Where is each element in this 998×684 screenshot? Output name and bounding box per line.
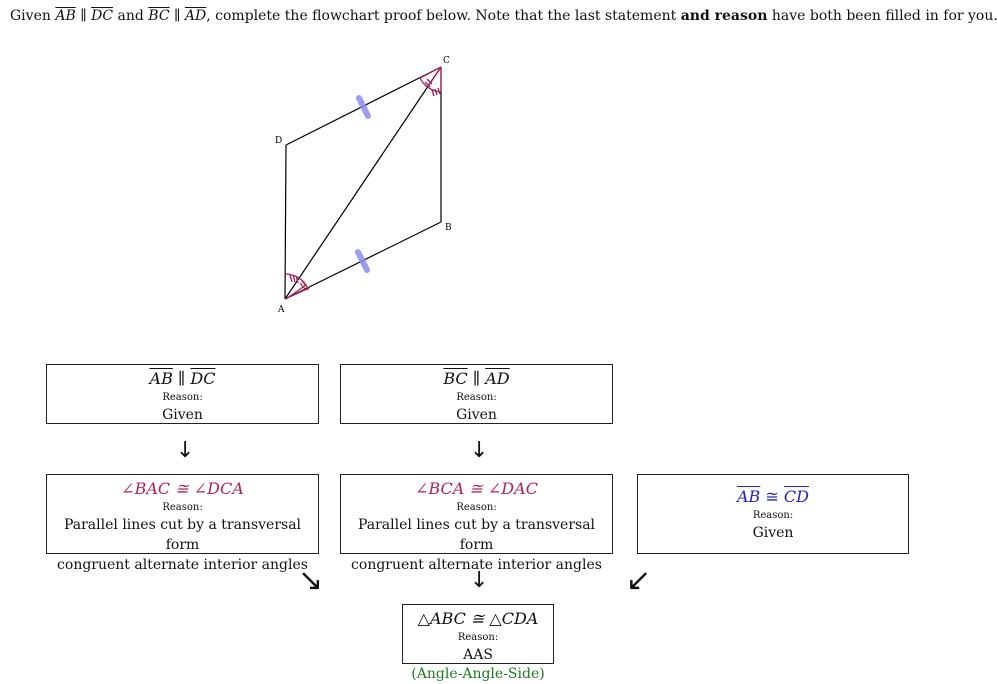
proof-box-ab-parallel-dc <box>46 364 319 424</box>
statement-triangles-congruent: △ABC ≅ △CDA <box>417 609 539 628</box>
instruction-bold: and reason <box>680 8 768 24</box>
side-ad <box>285 145 286 299</box>
and-word: and <box>117 8 144 24</box>
proof-box-ab-congruent-cd <box>637 474 909 554</box>
parallel-symbol: ∥ <box>80 8 87 24</box>
reason-text: AAS <box>463 647 493 663</box>
proof-box-bc-parallel-ad <box>340 364 613 424</box>
arrow-down-middle: ↓ <box>470 438 489 463</box>
statement-bc-parallel-ad <box>341 369 612 389</box>
reason-label: Reason: <box>456 392 497 403</box>
given-word: Given <box>10 8 51 24</box>
segment-dc: $\overline{DC}$ <box>190 369 216 388</box>
reason-text-line2: congruent alternate interior angles <box>57 557 308 573</box>
segment-dc: $\overline{DC}$ <box>91 8 114 24</box>
proof-box-angle-bca <box>340 474 613 573</box>
parallel-symbol: ∥ <box>472 369 481 388</box>
proof-box-angle-bac <box>46 474 319 573</box>
statement-ab-parallel-dc <box>47 369 318 389</box>
arrow-down-center: ↓ <box>470 568 489 593</box>
segment-bc: $\overline{BC}$ <box>148 8 170 24</box>
reason-text: Given <box>162 407 203 423</box>
angle-mark-c <box>420 67 441 96</box>
aas-note: (Angle-Angle-Side) <box>411 666 545 682</box>
vertex-label-c: C <box>443 56 450 66</box>
reason-label: Reason: <box>456 502 497 513</box>
segment-ab: $\overline{AB}$ <box>149 369 173 388</box>
segment-cd: $\overline{CD}$ <box>783 487 809 506</box>
segment-ab: $\overline{AB}$ <box>55 8 76 24</box>
tick-mark-dc <box>359 98 368 116</box>
reason-text-line2: congruent alternate interior angles <box>351 557 602 573</box>
arrow-down-left: ↓ <box>176 438 195 463</box>
tick-mark-ab <box>358 252 367 270</box>
segment-bc: $\overline{BC}$ <box>443 369 468 388</box>
instruction-text: , complete the flowchart proof below. Note that the last statement <box>206 8 677 24</box>
congruent-symbol: ≅ <box>765 487 779 506</box>
arrow-diagonal-right: ↘ <box>298 563 324 598</box>
angle-mark-a <box>285 274 309 299</box>
segment-ad: $\overline{AD}$ <box>184 8 207 24</box>
reason-text: Given <box>456 407 497 423</box>
statement-ab-congruent-cd <box>638 487 908 507</box>
reason-label: Reason: <box>162 392 203 403</box>
vertex-label-a: A <box>278 305 285 315</box>
reason-text-line1: Parallel lines cut by a transversal form <box>63 517 302 553</box>
reason-text-line1: Parallel lines cut by a transversal form <box>357 517 596 553</box>
segment-ab: $\overline{AB}$ <box>737 487 761 506</box>
reason-label: Reason: <box>752 510 794 521</box>
vertex-label-d: D <box>275 136 283 146</box>
vertex-label-b: B <box>445 223 452 233</box>
statement-angle-bca: ∠BCA ≅ ∠DAC <box>415 479 538 498</box>
parallel-symbol: ∥ <box>177 369 186 388</box>
segment-ad: $\overline{AD}$ <box>485 369 510 388</box>
reason-text: Given <box>752 525 794 541</box>
arrow-diagonal-left: ↙ <box>626 563 652 598</box>
statement-angle-bac: ∠BAC ≅ ∠DCA <box>121 479 244 498</box>
reason-label: Reason: <box>457 632 499 643</box>
reason-label: Reason: <box>162 502 203 513</box>
parallel-symbol-2: ∥ <box>174 8 181 24</box>
proof-box-final <box>402 604 554 664</box>
instruction-tail: have both been filled in for you. <box>771 8 998 24</box>
